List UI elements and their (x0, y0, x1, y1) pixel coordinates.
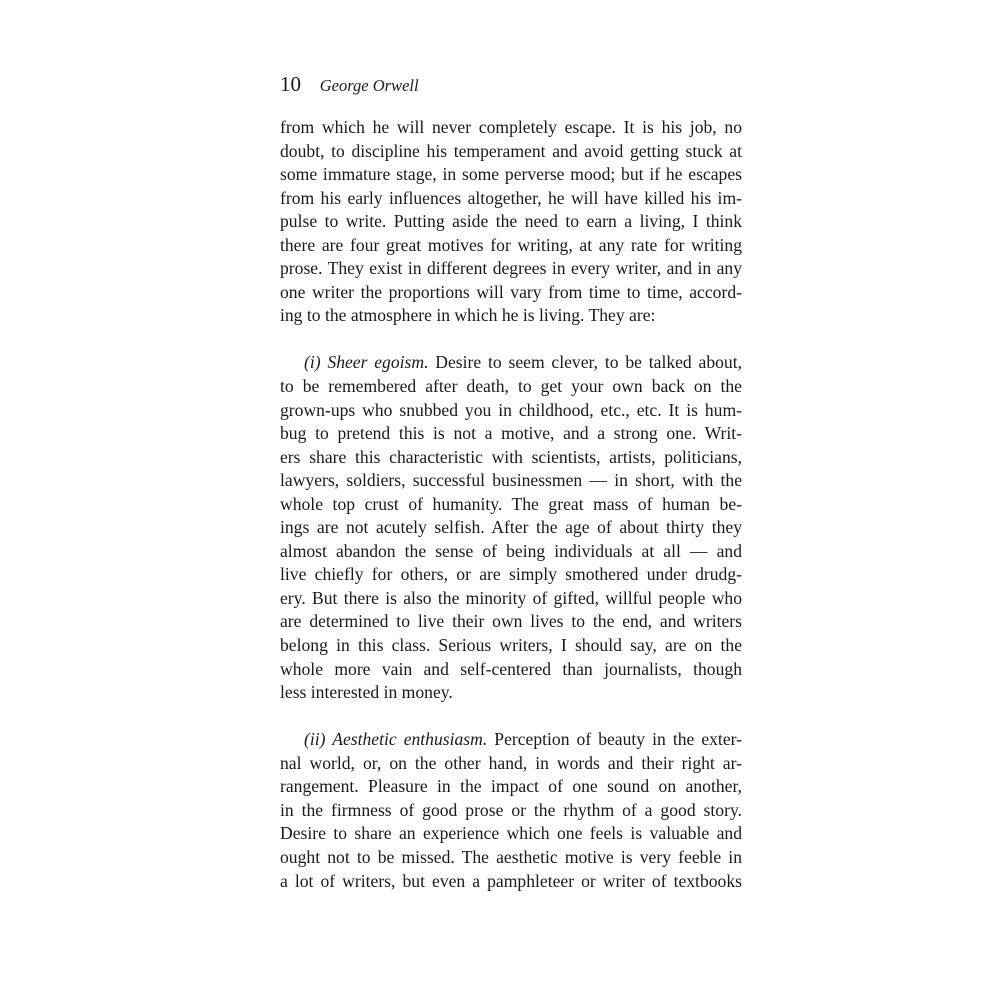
text-line: bug to pretend this is not a motive, and a strong one. Writ- (280, 423, 742, 444)
text-line: from his early influences altogether, he will have killed his im- (280, 187, 742, 208)
text-line: to be remembered after death, to get your own back on the (280, 376, 742, 397)
paragraph-sheer-egoism (280, 351, 742, 704)
book-page (280, 68, 742, 893)
text-line: from which he will never completely escape. It is his job, no (280, 117, 742, 137)
running-head (280, 68, 742, 100)
paragraph-gap (280, 705, 742, 729)
text-line: whole top crust of humanity. The great mass of human be- (280, 493, 742, 514)
text-line: grown-ups who snubbed you in childhood, etc., etc. It is hum- (280, 399, 742, 420)
text-span: Desire to seem clever, to be talked about, (428, 352, 743, 373)
text-line: lawyers, soldiers, successful businessmen — in short, with the (280, 470, 742, 491)
text-span: Perception of beauty in the exter- (487, 729, 742, 750)
text-line: doubt, to discipline his temperament and avoid getting stuck at (280, 140, 742, 161)
text-line: some immature stage, in some perverse mood; but if he escapes (280, 164, 742, 185)
text-line-first (280, 728, 742, 752)
text-line: less interested in money. (280, 682, 453, 703)
motive-heading: (ii) Aesthetic enthusiasm. (304, 729, 488, 750)
text-line: ought not to be missed. The aesthetic motive is very feeble in (280, 846, 742, 867)
text-line: in the firmness of good prose or the rhythm of a good story. (280, 799, 742, 820)
motive-heading: (i) Sheer egoism. (304, 352, 429, 373)
text-line: there are four great motives for writing, at any rate for writing (280, 234, 742, 255)
text-line: pulse to write. Putting aside the need to earn a living, I think (280, 211, 742, 232)
text-line: a lot of writers, but even a pamphleteer or writer of textbooks (280, 870, 742, 891)
text-line: Desire to share an experience which one feels is valuable and (280, 823, 742, 844)
text-line: prose. They exist in different degrees in every writer, and in any (280, 258, 742, 279)
body-text (280, 116, 742, 893)
text-line-first (280, 351, 742, 375)
paragraph-aesthetic-enthusiasm (280, 728, 742, 893)
text-line: almost abandon the sense of being individuals at all — and (280, 540, 742, 561)
text-line: belong in this class. Serious writers, I should say, are on the (280, 635, 742, 656)
running-head-author: George Orwell (319, 76, 419, 95)
text-line: are determined to live their own lives to the end, and writers (280, 611, 742, 632)
paragraph-gap (280, 328, 742, 352)
text-line: ers share this characteristic with scientists, artists, politicians, (280, 446, 742, 467)
text-line: ing to the atmosphere in which he is living. They are: (280, 305, 656, 326)
paragraph-continuation (280, 116, 742, 328)
page-number: 10 (280, 72, 301, 96)
text-line: ery. But there is also the minority of gifted, willful people who (280, 587, 742, 608)
text-line: nal world, or, on the other hand, in words and their right ar- (280, 752, 742, 773)
text-line: whole more vain and self-centered than journalists, though (280, 658, 742, 679)
text-line: one writer the proportions will vary from time to time, accord- (280, 281, 742, 302)
text-line: ings are not acutely selfish. After the age of about thirty they (280, 517, 742, 538)
text-line: live chiefly for others, or are simply smothered under drudg- (280, 564, 742, 585)
text-line: rangement. Pleasure in the impact of one sound on another, (280, 776, 742, 797)
